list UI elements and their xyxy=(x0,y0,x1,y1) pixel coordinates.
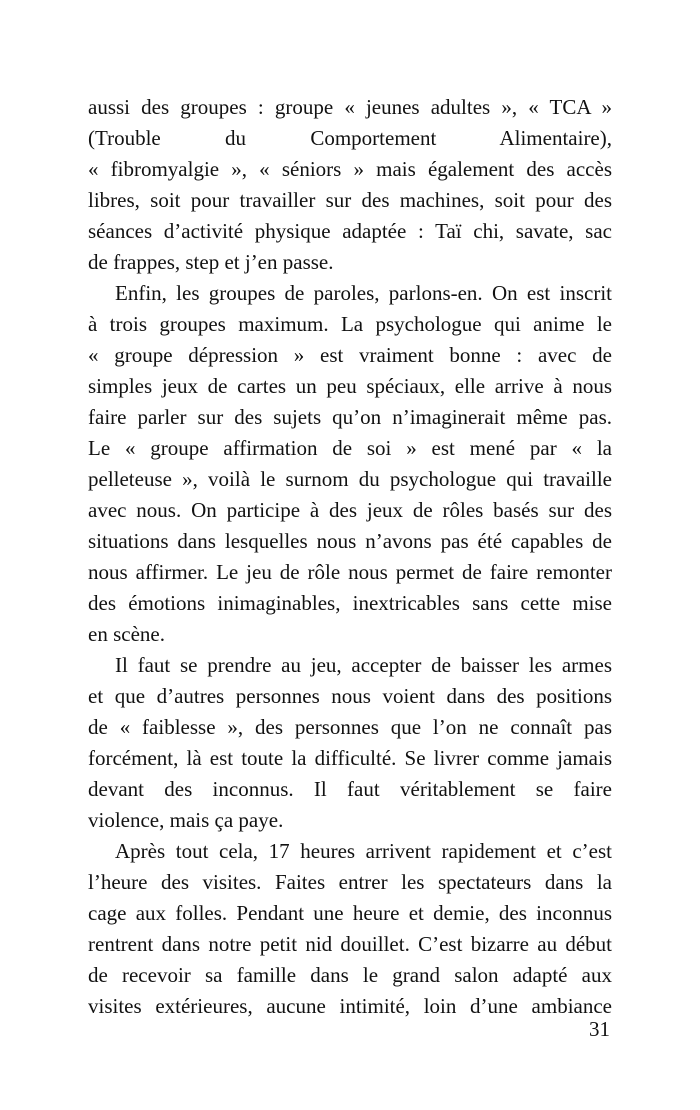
text-line: rentrent dans notre petit nid douillet. C’est bizarre au début xyxy=(88,932,612,956)
text-line: situations dans lesquelles nous n’avons pas été capables de xyxy=(88,529,612,553)
text-line: avec nous. On participe à des jeux de rôles basés sur des xyxy=(88,498,612,522)
text-line: forcément, là est toute la difficulté. Se livrer comme jamais xyxy=(88,746,612,770)
text-line: de « faiblesse », des personnes que l’on ne connaît pas xyxy=(88,715,612,739)
text-line: simples jeux de cartes un peu spéciaux, elle arrive à nous xyxy=(88,374,612,398)
text-line: devant des inconnus. Il faut véritablement se faire xyxy=(88,777,612,801)
text-line: séances d’activité physique adaptée : Taï chi, savate, sac xyxy=(88,219,612,243)
text-line: visites extérieures, aucune intimité, loin d’une ambiance xyxy=(88,994,612,1018)
page-body xyxy=(88,92,612,1022)
text-line: à trois groupes maximum. La psychologue qui anime le xyxy=(88,312,612,336)
text-line: pelleteuse », voilà le surnom du psychologue qui travaille xyxy=(88,467,612,491)
text-line: libres, soit pour travailler sur des machines, soit pour des xyxy=(88,188,612,212)
paragraph xyxy=(88,278,612,650)
text-line: violence, mais ça paye. xyxy=(88,808,284,832)
text-line: Enfin, les groupes de paroles, parlons-en. On est inscrit xyxy=(115,281,612,305)
paragraph xyxy=(88,836,612,1022)
paragraph xyxy=(88,650,612,836)
text-line: (Trouble du Comportement Alimentaire), xyxy=(88,126,612,150)
text-line: de recevoir sa famille dans le grand salon adapté aux xyxy=(88,963,612,987)
text-line: Il faut se prendre au jeu, accepter de baisser les armes xyxy=(115,653,612,677)
text-line: des émotions inimaginables, inextricables sans cette mise xyxy=(88,591,612,615)
page-number: 31 xyxy=(589,1017,610,1041)
text-line: en scène. xyxy=(88,622,165,646)
text-line: aussi des groupes : groupe « jeunes adultes », « TCA » xyxy=(88,95,612,119)
text-line: de frappes, step et j’en passe. xyxy=(88,250,334,274)
text-line: faire parler sur des sujets qu’on n’imaginerait même pas. xyxy=(88,405,612,429)
text-line: nous affirmer. Le jeu de rôle nous permet de faire remonter xyxy=(88,560,612,584)
paragraph xyxy=(88,92,612,278)
text-line: Le « groupe affirmation de soi » est mené par « la xyxy=(88,436,612,460)
text-line: Après tout cela, 17 heures arrivent rapidement et c’est xyxy=(115,839,612,863)
text-line: « fibromyalgie », « séniors » mais également des accès xyxy=(88,157,612,181)
text-line: cage aux folles. Pendant une heure et demie, des inconnus xyxy=(88,901,612,925)
text-line: et que d’autres personnes nous voient dans des positions xyxy=(88,684,612,708)
text-line: l’heure des visites. Faites entrer les spectateurs dans la xyxy=(88,870,612,894)
text-line: « groupe dépression » est vraiment bonne : avec de xyxy=(88,343,612,367)
